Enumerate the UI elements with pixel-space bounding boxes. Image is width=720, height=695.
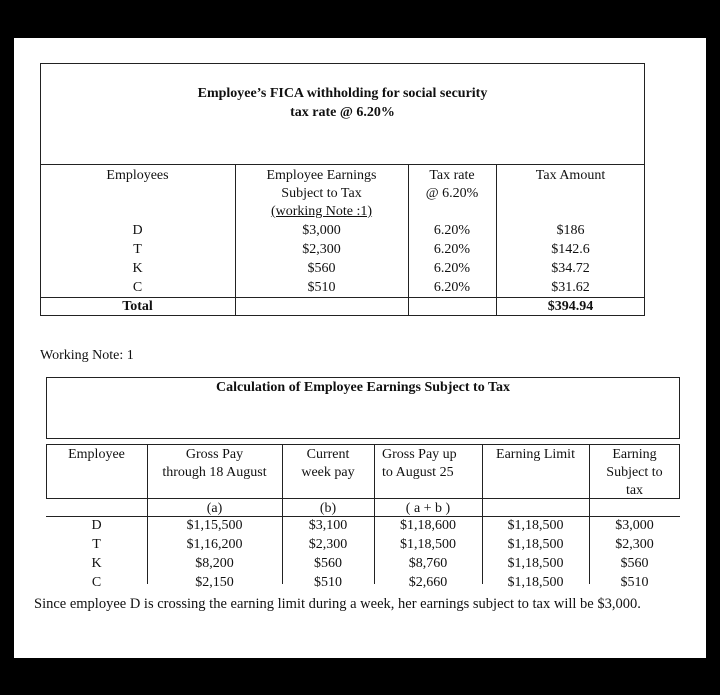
header-employees: Employees: [106, 168, 169, 183]
fica-title-line1: Employee’s FICA withholding for social security: [197, 86, 488, 101]
working-note-label: Working Note: 1: [40, 348, 134, 363]
header-earnings-l2: Subject to Tax: [281, 186, 362, 201]
header-current-l1: Current: [306, 447, 350, 462]
total-amount: $394.94: [547, 299, 594, 314]
sub-label-ab: ( a + b ): [405, 501, 451, 516]
header-earnings-l1: Employee Earnings: [266, 168, 377, 183]
header-gross-l1: Gross Pay: [185, 447, 244, 462]
header-grossup-l1: Gross Pay up: [382, 447, 457, 462]
header-subject-l3: tax: [625, 483, 644, 498]
header-employee: Employee: [68, 447, 125, 462]
header-subject-l1: Earning: [612, 447, 657, 462]
sub-label-a: (a): [206, 501, 223, 516]
header-subject-l2: Subject to: [606, 465, 663, 480]
explanation-note: Since employee D is crossing the earning limit during a week, her earnings subject to tax will be $3,000.: [34, 596, 641, 612]
earnings-title: Calculation of Employee Earnings Subject to Tax: [215, 380, 511, 395]
header-tax-amount: Tax Amount: [535, 168, 606, 183]
sub-label-b: (b): [319, 501, 337, 516]
fica-title-line2: tax rate @ 6.20%: [290, 105, 395, 120]
header-earning-limit: Earning Limit: [496, 447, 575, 462]
header-grossup-l2: to August 25: [382, 465, 454, 480]
header-rate-l1: Tax rate: [429, 168, 475, 183]
header-current-l2: week pay: [301, 465, 355, 480]
total-label: Total: [122, 299, 153, 314]
header-earnings-l3: (working Note :1): [270, 204, 373, 219]
header-rate-l2: @ 6.20%: [425, 186, 479, 201]
document-page: Employee’s FICA withholding for social security tax rate @ 6.20% Employees Employee Earnings Subject to Tax (working Note :1) Tax rate @ 6.20% Tax Amount D $3,000 6.20% $186 T $2,300 6.20% $142.6 K $560 6.20% $34.72 C $510 6.20% $31.62 Total $394.94 Working Note: 1 Calculation of Employee Earnings Subject to Tax Employee Gross Pay through 18 August Current week pay Gross Pay up to August 25 Earning Limit Earning Subject to tax (a) (b) ( a + b ) D $1,15,500 $3,100 $1,18,600 $1,18,500 $3,000 T $1,16,200 $2,300 $1,18,500 $1,18,500 $2,300 K $8,200 $560 $8,760 $1,18,500 $560 C $2,150 $510 $2,660 $1,18,500 $510 Since employee D is crossing the earning limit during a week, her earnings subject to tax will be $3,000.: [14, 38, 706, 658]
header-gross-l2: through 18 August: [162, 465, 267, 480]
